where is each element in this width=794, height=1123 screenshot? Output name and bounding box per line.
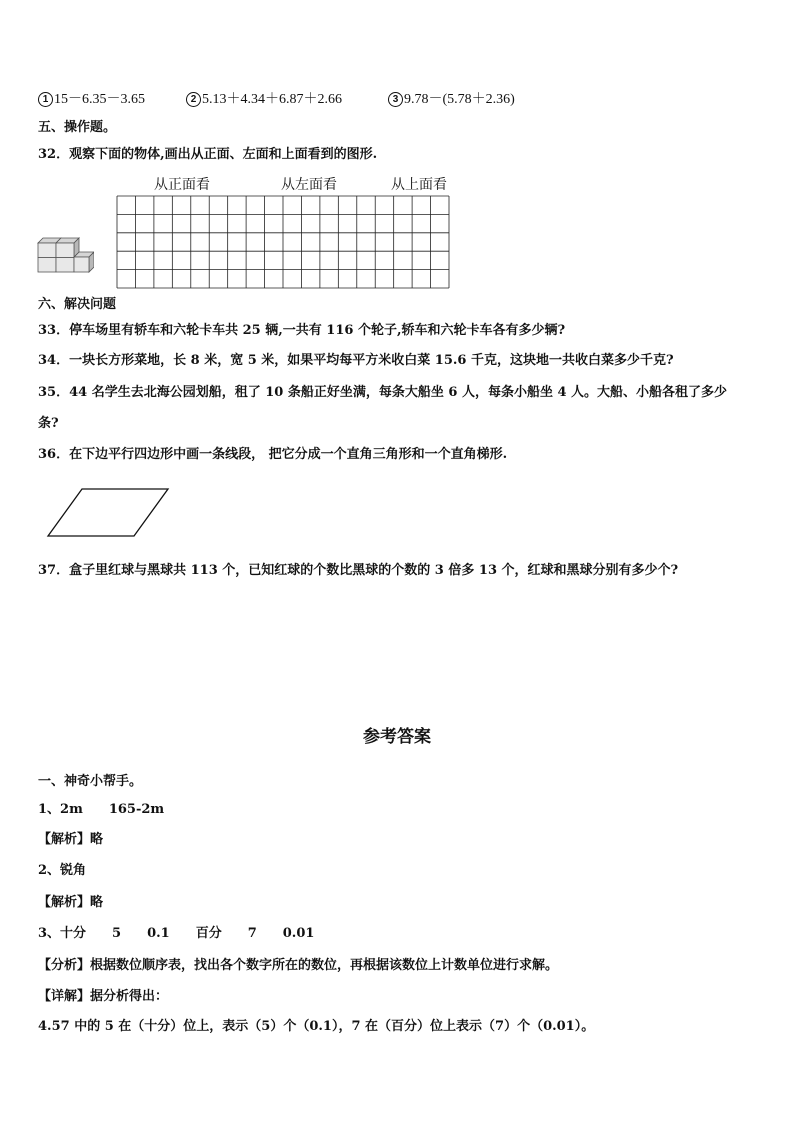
- drawing-grid: [115, 194, 451, 290]
- view-label-front: 从正面看: [154, 177, 210, 193]
- question-35-line-2: 条?: [38, 416, 59, 431]
- expression-3-text: 9.78－(5.78＋2.36): [404, 92, 515, 107]
- answer-3: 3、十分 5 0.1 百分 7 0.01: [38, 926, 315, 941]
- expression-2: [186, 88, 342, 108]
- question-36: 36．在下边平行四边形中画一条线段， 把它分成一个直角三角形和一个直角梯形.: [38, 447, 508, 462]
- answer-1-analysis: 【解析】略: [38, 832, 104, 847]
- circled-number-3: 3: [388, 92, 403, 107]
- circled-number-1: 1: [38, 92, 53, 107]
- answer-1: 1、2m 165-2m: [38, 802, 165, 817]
- cube-stack-figure: [36, 233, 94, 275]
- expression-1: [38, 88, 145, 108]
- question-32: 32．观察下面的物体,画出从正面、左面和上面看到的图形.: [38, 147, 378, 162]
- question-35-line-1: 35．44 名学生去北海公园划船，租了 10 条船正好坐满，每条大船坐 6 人，每条小船坐 4 人。大船、小船各租了多少: [38, 385, 728, 400]
- question-33: 33．停车场里有轿车和六轮卡车共 25 辆,一共有 116 个轮子,轿车和六轮卡车各有多少辆?: [38, 323, 566, 338]
- answer-section-1: 一、神奇小帮手。: [38, 774, 143, 789]
- answer-title: 参考答案: [363, 727, 431, 747]
- answer-2: 2、锐角: [38, 863, 87, 878]
- expression-3: [388, 88, 515, 108]
- view-label-left: 从左面看: [281, 177, 337, 193]
- parallelogram-figure: [36, 480, 176, 542]
- expression-2-text: 5.13＋4.34＋6.87＋2.66: [202, 92, 342, 107]
- section-5-heading: 五、操作题。: [38, 120, 117, 135]
- section-6-heading: 六、解决问题: [38, 297, 117, 312]
- expression-1-text: 15－6.35－3.65: [54, 92, 145, 107]
- answer-2-analysis: 【解析】略: [38, 895, 104, 910]
- answer-3-detail: 4.57 中的 5 在（十分）位上，表示（5）个（0.1），7 在（百分）位上表示（7）个（0.01）。: [38, 1019, 595, 1034]
- answer-3-xiangjie: 【详解】据分析得出：: [38, 989, 169, 1004]
- question-34: 34．一块长方形菜地，长 8 米，宽 5 米，如果平均每平方米收白菜 15.6 千克，这块地一共收白菜多少千克?: [38, 353, 674, 368]
- circled-number-2: 2: [186, 92, 201, 107]
- answer-3-fenxi: 【分析】根据数位顺序表，找出各个数字所在的数位，再根据该数位上计数单位进行求解。: [38, 958, 559, 973]
- question-37: 37．盒子里红球与黑球共 113 个，已知红球的个数比黑球的个数的 3 倍多 13 个，红球和黑球分别有多少个?: [38, 563, 679, 578]
- view-label-top: 从上面看: [391, 177, 447, 193]
